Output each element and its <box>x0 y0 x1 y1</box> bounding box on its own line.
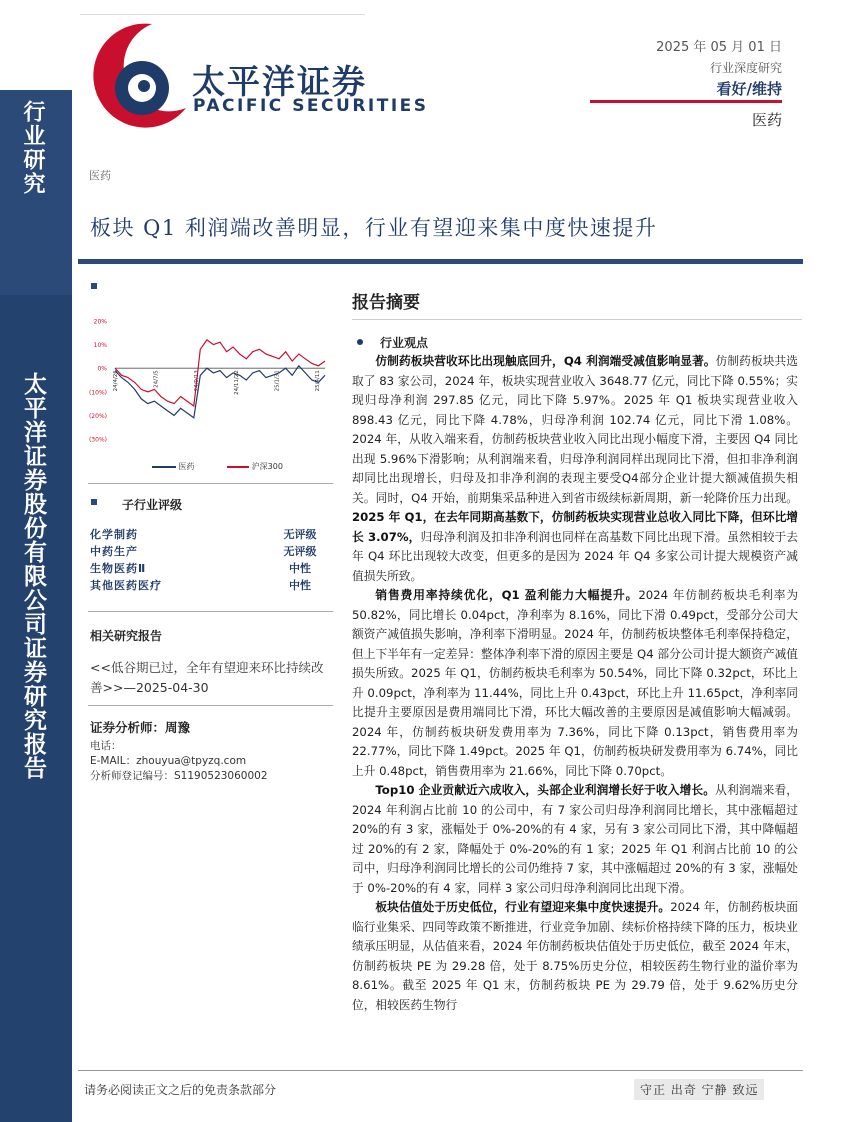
legend-swatch-pharma <box>152 466 176 468</box>
footer-motto: 守正 出奇 宁静 致远 <box>634 1079 764 1100</box>
subindustry-name: 其他医药医疗 <box>90 579 162 592</box>
divider <box>88 611 333 612</box>
legend-label-pharma: 医药 <box>178 462 195 471</box>
report-type: 行业深度研究 <box>709 61 782 75</box>
rating-underline <box>590 100 782 103</box>
side-company-label: 太平洋证券股份有限公司证券研究报告 <box>20 372 47 780</box>
x-tick-label: 25/4/11 <box>315 370 321 392</box>
paragraph-lead: 仿制药板块营收环比出现触底回升，Q4 利润端受减值影响显著。 <box>375 354 716 368</box>
brand-name-en: PACIFIC SECURITIES <box>193 96 429 116</box>
table-row <box>90 577 330 611</box>
paragraph <box>352 898 798 1015</box>
legend-swatch-hs300 <box>227 466 249 468</box>
table-row <box>90 560 330 577</box>
y-tick-label: (10%) <box>88 389 107 397</box>
rating-label: 看好/维持 <box>716 80 782 98</box>
related-reports-heading: 相关研究报告 <box>90 629 163 643</box>
paragraph-lead: 销售费用率持续优化，Q1 盈利能力大幅提升。 <box>375 588 639 602</box>
y-tick-label: (30%) <box>88 436 107 444</box>
paragraph <box>352 352 798 586</box>
subindustry-rating: 中性 <box>289 562 311 575</box>
paragraph <box>352 781 798 898</box>
chart-bullet-icon <box>91 283 97 289</box>
view-bullet-icon <box>357 339 363 345</box>
report-title: 板块 Q1 利润端改善明显，行业有望迎来集中度快速提升 <box>90 216 658 240</box>
paragraph-text: 仿制药板块共选取了 83 家公司，2024 年，板块实现营业收入 3648.77 亿元，同比下降 0.55%；实现归母净利润 297.85 亿元，同比下降 5.97%。2025 年 Q1 板块实现营业收入 898.43 亿元，同比下降 4.78%，归母净利润 102.74 亿元，同比下滑 1.08%。2024 年，从收入端来看，仿制药板块营业收入同比出现小幅度下滑，主要因 Q4 同比出现 5.96%下滑影响；从利润端来看，归母净利润同样出现同比下滑，但扣非净利润却同比出现增长，归母及扣非净利润的表现主要受Q4部分企业计提大额减值损失相关。同时，Q4 开始，前期集采品种进入到省市级续标新周期，新一轮降价压力出现。 <box>352 354 798 505</box>
analyst-info <box>90 739 268 784</box>
company-logo-icon <box>90 18 190 138</box>
divider <box>88 483 333 484</box>
x-tick-label: 24/9/13 <box>193 370 200 392</box>
legend-label-hs300: 沪深300 <box>251 462 283 471</box>
analyst-email[interactable]: E-MAIL：zhouyua@tpyzq.com <box>90 755 247 767</box>
related-report-link[interactable]: <<低谷期已过，全年有望迎来环比持续改善>>—2025-04-30 <box>90 660 324 695</box>
subindustry-name: 化学制药 <box>90 528 138 541</box>
paragraph <box>352 586 798 781</box>
x-tick-label: 25/1/31 <box>274 370 281 392</box>
subindustry-bullet-icon <box>91 499 97 505</box>
table-row <box>90 543 330 560</box>
title-divider <box>78 259 803 264</box>
industry-view-heading: 行业观点 <box>380 336 429 350</box>
header-top-line <box>80 14 365 15</box>
subindustry-rating: 无评级 <box>283 528 317 541</box>
paragraph-lead: 板块估值处于历史低位，行业有望迎来集中度快速提升。 <box>375 900 671 914</box>
x-tick-label: 24/4/26 <box>113 370 119 392</box>
paragraph-text: 从利润端来看，2024 年利润占比前 10 的公司中，有 7 家公司归母净利润同比增长，其中涨幅超过 20%的有 3 家，涨幅处于 0%-20%的有 4 家，另有 3 家公司同比下滑，其中降幅超过 20%的有 2 家，降幅处于 0%-20%的有 1 家；2025 年 Q1 利润占比前 10 的公司中，归母净利润同比增长的公司仍维持 7 家，其中涨幅超过 20%的有 3 家，涨幅处于 0%-20%的有 4 家，同样 3 家公司归母净利润同比出现下滑。 <box>352 783 798 895</box>
paragraph-text: 2024 年，仿制药板块面临行业集采、四同等政策不断推进，行业竞争加剧、续标价格持续下降的压力，板块业绩承压明显，从估值来看，2024 年仿制药板块估值处于历史低位，截至 2024 年末，仿制药板块 PE 为 29.28 倍，处于 8.75%历史分位，相较医药生物行业的溢价率为 8.61%。截至 2025 年 Q1 末，仿制药板块 PE 为 29.79 倍，处于 9.62%历史分位，相较医药生物行 <box>352 900 798 1012</box>
subindustry-rating: 无评级 <box>283 545 317 558</box>
footer-divider <box>78 1070 803 1071</box>
paragraph-text: 归母净利润及扣非净利润也同样在高基数下同比出现下滑。虽然相较于去年 Q4 环比出现较大改变，但更多的是因为 2024 年 Q4 多家公司计提大规模资产减值损失所致。 <box>352 529 798 583</box>
y-tick-label: 10% <box>93 342 107 350</box>
performance-chart <box>85 313 335 453</box>
analyst-heading: 证券分析师：周豫 <box>90 720 191 735</box>
chart-legend <box>152 461 283 472</box>
divider <box>88 705 333 706</box>
summary-heading: 报告摘要 <box>352 293 420 313</box>
sector-label: 医药 <box>751 111 782 129</box>
analyst-cert: 分析师登记编号：S1190523060002 <box>90 770 268 782</box>
side-category-label: 行业研究 <box>20 100 46 196</box>
y-tick-label: (20%) <box>88 412 107 420</box>
x-tick-label: 24/11/22 <box>234 370 241 395</box>
summary-body <box>352 352 798 1015</box>
subindustry-name: 生物医药Ⅱ <box>90 562 147 575</box>
breadcrumb: 医药 <box>89 169 111 182</box>
analyst-phone: 电话： <box>90 740 122 752</box>
table-row <box>90 526 330 543</box>
brand-name-cn: 太平洋证券 <box>192 62 367 101</box>
y-tick-label: 20% <box>93 318 107 326</box>
paragraph-text: 2024 年仿制药板块毛利率为 50.82%，同比增长 0.04pct，净利率为 8.16%，同比下滑 0.49pct，受部分公司大额资产减值损失影响，净利率下滑明显。2024 年，仿制药板块整体毛利率保持稳定，但上下半年有一定差异：整体净利率下滑的原因主要是 Q4 部分公司计提大额资产减值损失所致。2025 年 Q1，仿制药板块毛利率为 50.54%，同比下降 0.32pct，环比上升 0.09pct，净利率为 11.44%，同比上升 0.43pct，环比上升 11.65pct，净利率同比提升主要原因是费用端同比下滑，环比大幅改善的主要原因是减值影响大幅减弱。2024 年，仿制药板块研发费用率为 7.36%，同比下降 0.13pct，销售费用率为 22.77%，同比下降 1.49pct。2025 年 Q1，仿制药板块研发费用率为 6.74%，同比上升 0.48pct，销售费用率为 21.66%，同比下降 0.70pct。 <box>352 588 799 778</box>
paragraph-lead: Top10 企业贡献近六成收入，头部企业利润增长好于收入增长。 <box>375 783 716 797</box>
footer-disclaimer: 请务必阅读正文之后的免责条款部分 <box>84 1083 277 1097</box>
subindustry-table <box>90 526 330 611</box>
summary-divider <box>352 319 802 320</box>
subindustry-rating: 中性 <box>289 579 311 592</box>
subindustry-name: 中药生产 <box>90 545 138 558</box>
y-tick-label: 0% <box>97 365 107 373</box>
paragraph-lead: 2025 年 Q1，在去年同期高基数下，仿制药板块实现营业总收入同比下降，但环比增长 3.07%， <box>352 510 798 544</box>
x-tick-label: 24/7/5 <box>153 370 160 388</box>
report-date: 2025 年 05 月 01 日 <box>656 40 782 55</box>
subindustry-heading: 子行业评级 <box>122 498 183 512</box>
